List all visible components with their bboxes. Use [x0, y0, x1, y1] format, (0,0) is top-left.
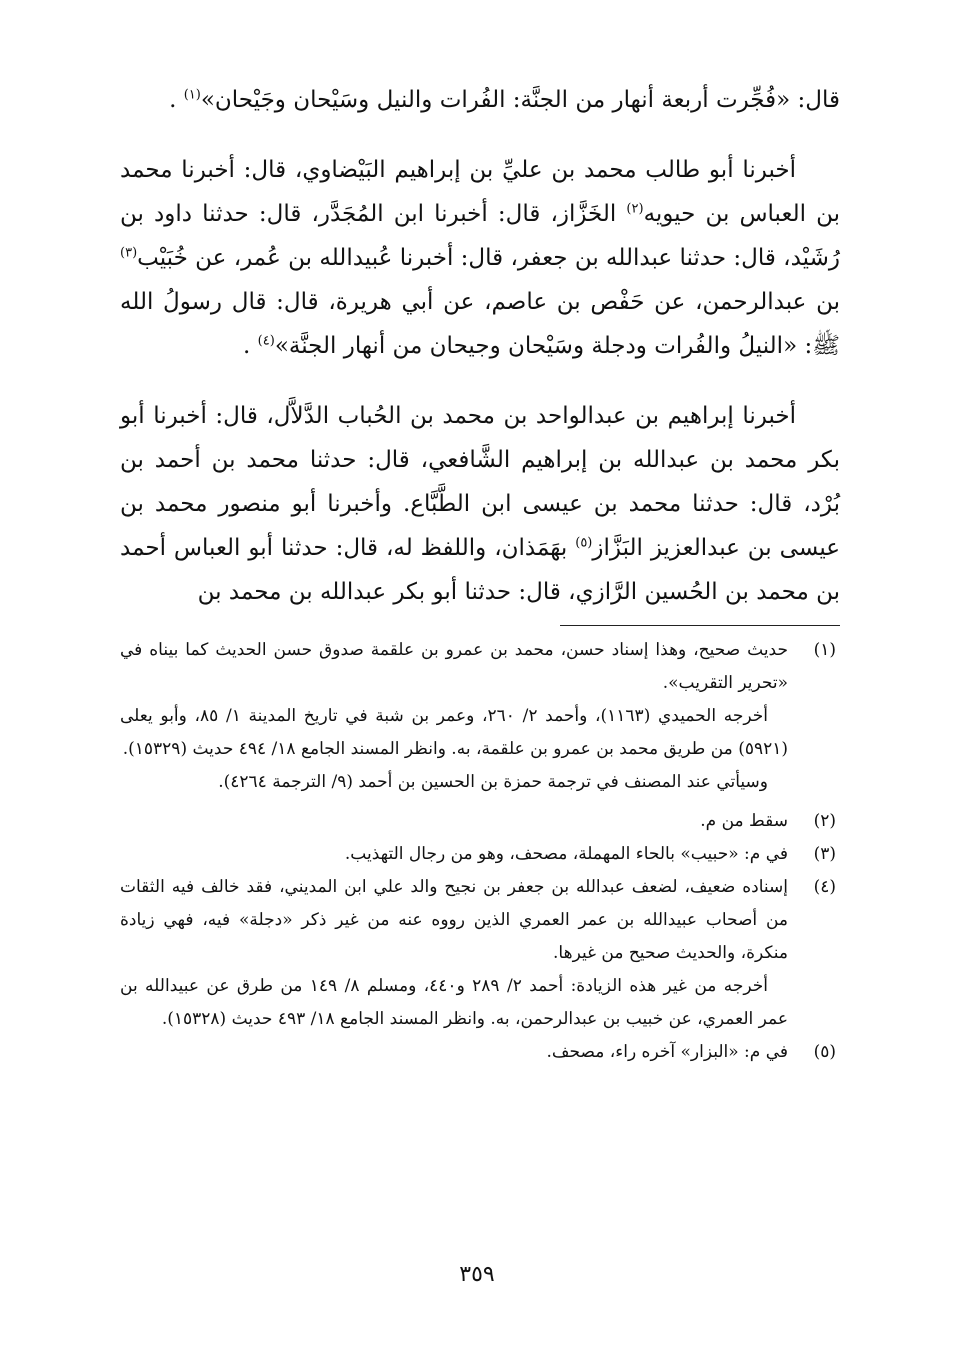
main-text [120, 78, 840, 614]
footnote-paragraph: أخرجه الحميدي (١١٦٣)، وأحمد ٢/ ٢٦٠، وعمر بن شبة في تاريخ المدينة ١/ ٨٥، وأبو يعلى (٥٩٢١) من طريق محمد بن عمرو بن علقمة، به. وانظر المسند الجامع ١٨/ ٤٩٤ حديث (١٥٣٢٩). [120, 706, 788, 759]
page-number: ٣٥٩ [459, 1262, 495, 1287]
footnote-3 [120, 838, 842, 871]
footnote-number: (٣) [813, 844, 836, 864]
footnote-paragraph: وسيأتي عند المصنف في ترجمة حمزة بن الحسين بن أحمد (٩/ الترجمة ٤٢٦٤). [218, 772, 768, 792]
paragraph-3 [120, 394, 840, 614]
footnote-body [120, 838, 788, 871]
footnote-paragraph: في م: «البزار» آخره راء، مصحف. [546, 1042, 788, 1062]
footnote-number: (١) [813, 640, 836, 660]
footnote-ref-2: (٢) [626, 201, 644, 217]
footnote-5 [120, 1036, 842, 1069]
footnote-number: (٢) [813, 811, 836, 831]
footnote-paragraph: سقط من م. [700, 811, 788, 831]
footnote-ref-1: (١) [183, 87, 201, 103]
footnote-ref-3: (٣) [120, 245, 138, 261]
footnote-number: (٤) [813, 877, 836, 897]
footnote-4 [120, 871, 842, 1036]
footnote-paragraph: حديث صحيح، وهذا إسناد حسن، محمد بن عمرو بن علقمة صدوق حسن الحديث كما بيناه في «تحرير التقريب». [120, 640, 788, 693]
footnote-ref-5: (٥) [575, 535, 593, 551]
footnote-1 [120, 634, 842, 799]
footnote-ref-4: (٤) [257, 333, 275, 349]
footnote-paragraph: إسناده ضعيف، لضعف عبدالله بن جعفر بن نجيح والد علي ابن المديني، فقد خالف فيه الثقات من أصحاب عبيدالله بن عمر العمري الذين رووه عنه من غير ذكر «دجلة» فيه، فهي زيادة منكرة، والحديث صحيح من غيرها. [120, 877, 788, 963]
footnote-body [120, 634, 788, 799]
paragraph-3-text-a: أخبرنا إبراهيم بن عبدالواحد بن محمد بن الحُباب الدَّلاَّل، قال: أخبرنا أبو بكر محمد بن عبدالله بن إبراهيم الشَّافعي، قال: حدثنا محمد بن أحمد بن بُرْد، قال: حدثنا محمد بن عيسى ابن الطَّبَّاع. وأخبرنا أبو منصور محمد بن عيسى بن عبدالعزيز البَزَّاز [120, 403, 841, 561]
footnote-body [120, 871, 788, 1036]
footnote-paragraph: في م: «حبيب» بالحاء المهملة، مصحف، وهو من رجال التهذيب. [344, 844, 788, 864]
footnote-paragraph: أخرجه من غير هذه الزيادة: أحمد ٢/ ٢٨٩ و٤٤٠، ومسلم ٨/ ١٤٩ من طرق عن عبيدالله بن عمر العمري، عن خبيب بن عبدالرحمن، به. وانظر المسند الجامع ١٨/ ٤٩٣ حديث (١٥٣٢٨). [120, 976, 788, 1029]
paragraph-2-text-a: أخبرنا أبو طالب محمد بن عليِّ بن إبراهيم البَيْضاوي، قال: أخبرنا محمد بن العباس بن حيويه [120, 157, 841, 227]
paragraph-2 [120, 148, 840, 368]
footnote-body [120, 1036, 788, 1069]
paragraph-1-end: . [169, 87, 184, 113]
footnote-2 [120, 805, 842, 838]
footnote-body [120, 805, 788, 838]
footnotes [120, 634, 842, 1069]
paragraph-3-text-b: بهَمَذان، واللفظ له، قال: حدثنا أبو العباس أحمد بن محمد بن الحُسين الرَّازي، قال: حدثنا أبو بكر عبدالله بن محمد بن [120, 535, 840, 605]
paragraph-1 [120, 78, 840, 122]
paragraph-2-text-c: بن عبدالرحمن، عن حَفْص بن عاصم، عن أبي هريرة، قال: قال رسولُ الله ﷺ: «النيلُ والفُرات ودجلة وسَيْحان وجيحان من أنهار الجنَّة» [120, 289, 840, 359]
paragraph-2-end: . [243, 333, 258, 359]
footnote-separator [560, 625, 840, 626]
paragraph-2-text-b: الخَزَّاز، قال: أخبرنا ابن المُجَدَّر، قال: حدثنا داود بن رُشَيْد، قال: حدثنا عبدالله بن جعفر، قال: أخبرنا عُبيدالله بن عُمر، عن خُبَيْب [120, 201, 840, 271]
paragraph-1-text: قال: «فُجِّرت أربعة أنهار من الجنَّة: الفُرات والنيل وسَيْحان وجَيْحان» [200, 87, 840, 113]
footnote-number: (٥) [813, 1042, 836, 1062]
